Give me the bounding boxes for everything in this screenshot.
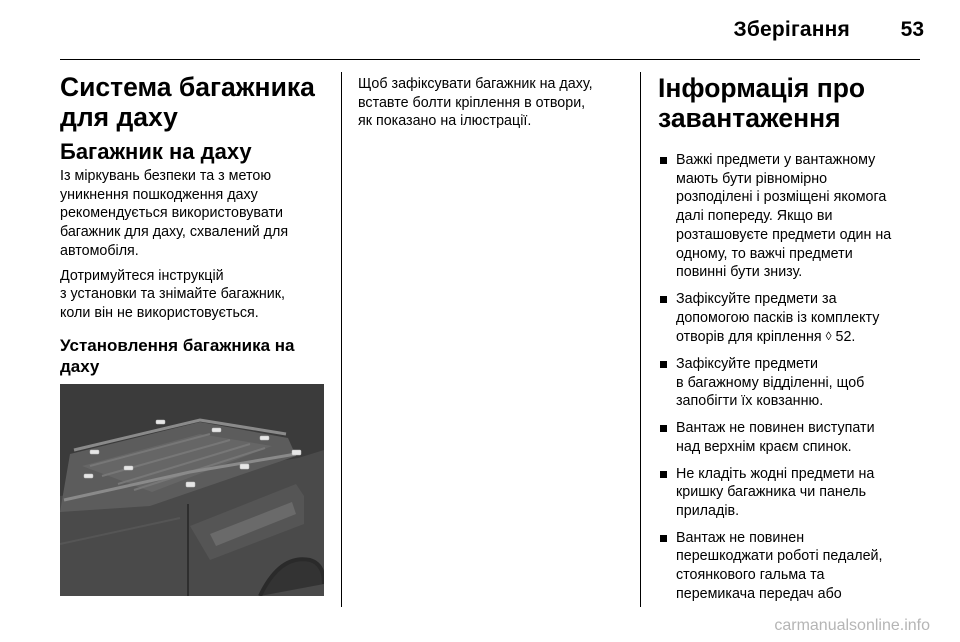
list-item bbox=[658, 465, 920, 521]
column-divider-1 bbox=[341, 72, 342, 607]
bullet-text: Зафіксуйте предмети в багажному відділенні, щоб запобігти їх ковзанню. bbox=[676, 356, 865, 410]
page-number: 53 bbox=[900, 18, 924, 41]
list-item bbox=[658, 290, 920, 347]
loading-bullet-list bbox=[658, 151, 920, 603]
list-item bbox=[658, 529, 920, 604]
list-item bbox=[658, 419, 920, 456]
page-reference-number[interactable]: 52. bbox=[831, 329, 856, 346]
roof-rack-intro-paragraph: Із міркувань безпеки та з метою уникнення пошкодження даху рекомендується використовувати багажник для даху, схвалений для автомобіля. bbox=[60, 168, 289, 259]
installation-title: Установлення багажника на даху bbox=[60, 335, 295, 376]
square-bullet-icon bbox=[660, 361, 667, 368]
header-rule bbox=[60, 59, 920, 60]
bullet-text: Вантаж не повинен виступати над верхнім краєм спинок. bbox=[676, 420, 875, 455]
instructions-paragraph: Дотримуйтеся інструкцій з установки та знімайте багажник, коли він не використовується. bbox=[60, 267, 286, 321]
bullet-text-main: Зафіксуйте предмети за допомогою пасків із комплекту отворів для кріплення bbox=[676, 290, 880, 346]
square-bullet-icon bbox=[660, 535, 667, 542]
page-reference-icon[interactable]: ◊ bbox=[825, 329, 832, 344]
roof-rack-illustration bbox=[60, 384, 324, 596]
subsection-title: Багажник на даху bbox=[60, 139, 252, 164]
square-bullet-icon bbox=[660, 296, 667, 303]
column-divider-2 bbox=[640, 72, 641, 607]
square-bullet-icon bbox=[660, 157, 667, 164]
bullet-text: Вантаж не повинен перешкоджати роботі педалей, стоянкового гальма та перемикача передач або bbox=[676, 529, 883, 602]
page-header-title: Зберігання bbox=[733, 18, 850, 41]
list-item bbox=[658, 151, 920, 282]
middle-column bbox=[358, 75, 626, 131]
right-column bbox=[658, 73, 920, 611]
loading-info-title: Інформація про завантаження bbox=[658, 73, 866, 133]
watermark-text: carmanualsonline.info bbox=[774, 617, 930, 634]
bullet-text: Важкі предмети у вантажному мають бути рівномірно розподілені і розміщені якомога далі попереду. Якщо ви розташовуєте предмети один на одному, то важчі предмети повинні бути знизу. bbox=[676, 152, 892, 281]
square-bullet-icon bbox=[660, 425, 667, 432]
left-column bbox=[60, 72, 326, 377]
square-bullet-icon bbox=[660, 471, 667, 478]
fixing-paragraph: Щоб зафіксувати багажник на даху, вставте болти кріплення в отвори, як показано на ілюстрації. bbox=[358, 76, 593, 130]
bullet-text: Не кладіть жодні предмети на кришку багажника чи панель приладів. bbox=[676, 465, 875, 519]
section-title: Система багажника для даху bbox=[60, 72, 315, 132]
bullet-text bbox=[676, 290, 920, 347]
list-item bbox=[658, 355, 920, 411]
